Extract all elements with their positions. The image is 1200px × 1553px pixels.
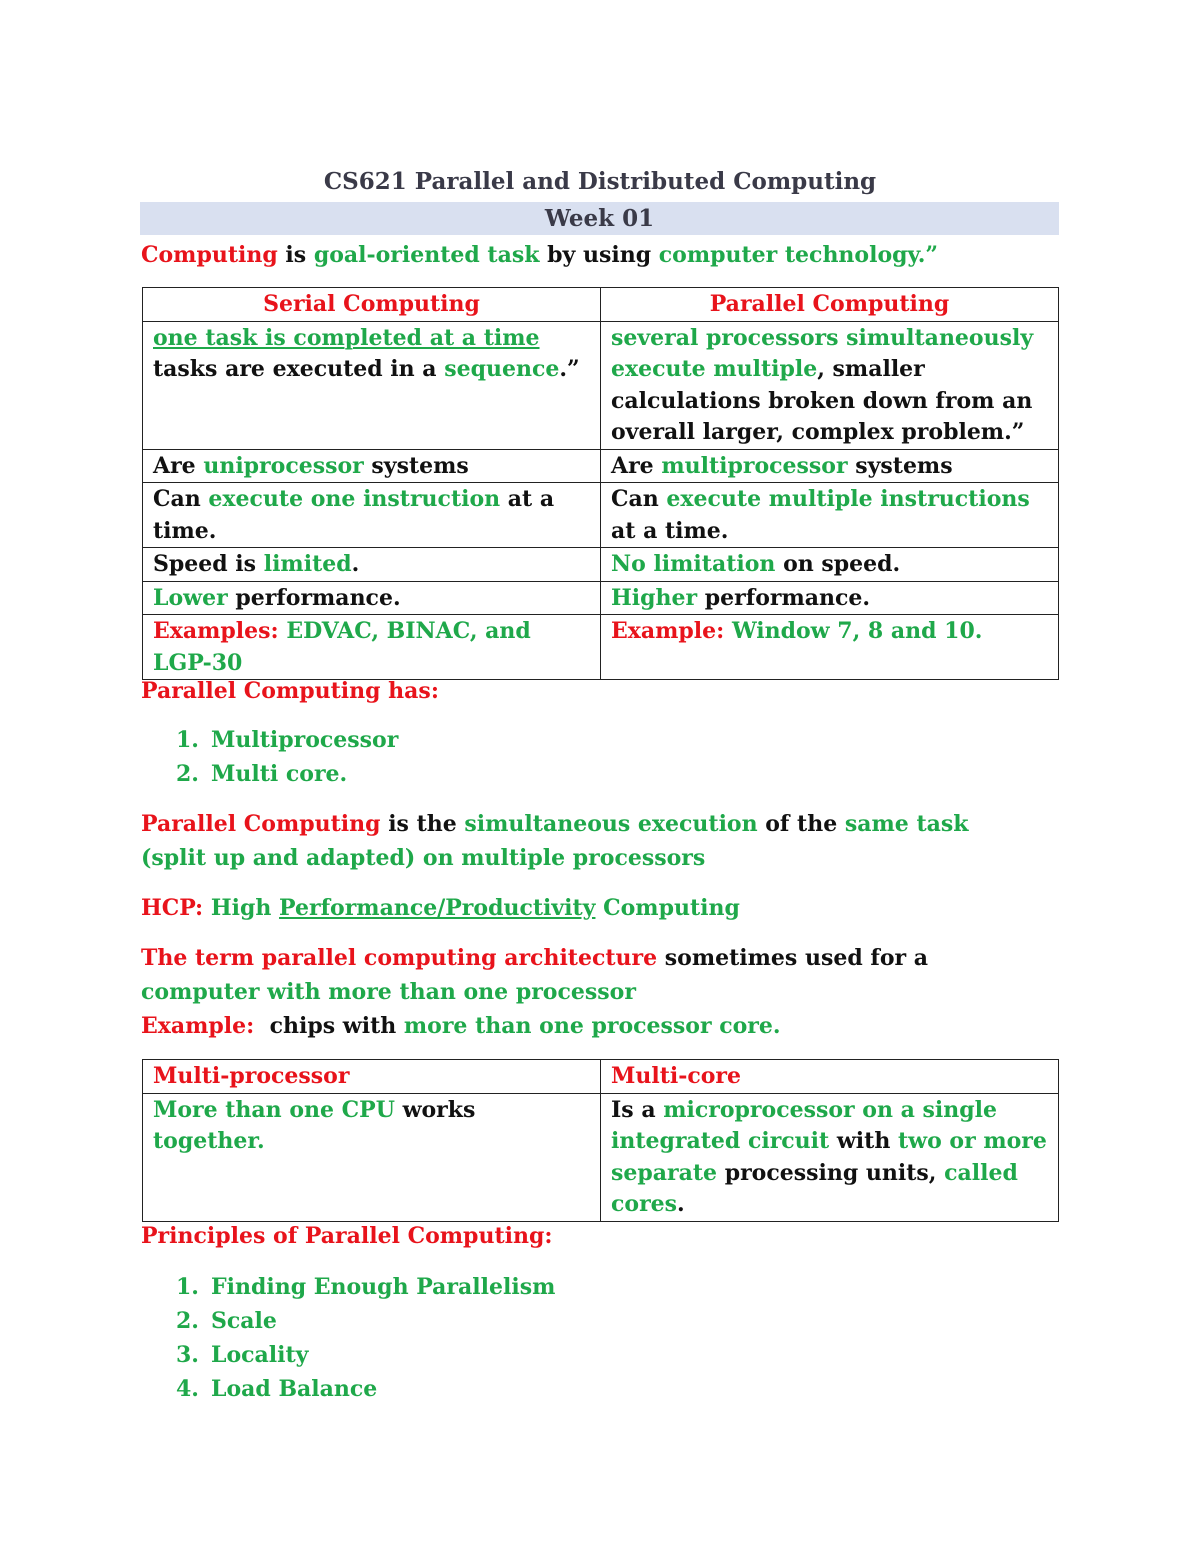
cell-highlight: together. — [153, 1128, 265, 1154]
hcp-label: HCP: — [141, 895, 211, 921]
serial-vs-parallel-table — [142, 287, 1059, 680]
cell-text: Can — [611, 486, 667, 512]
definition-text: by using — [539, 242, 659, 268]
table-cell — [601, 321, 1059, 449]
cell-highlight: More than one CPU — [153, 1096, 395, 1123]
list-text: Scale — [211, 1308, 277, 1334]
hcp-line — [141, 891, 1041, 925]
cell-highlight: Lower — [153, 584, 228, 611]
table-row — [143, 321, 1059, 449]
cell-highlight: limited — [263, 551, 352, 577]
example-highlight: more than one processor core. — [403, 1013, 781, 1039]
cell-text: works — [394, 1096, 476, 1123]
list-text: Load Balance — [211, 1376, 378, 1402]
list-text: Multiprocessor — [211, 727, 399, 753]
list-item — [176, 723, 398, 757]
definition-text: is — [277, 242, 314, 268]
cell-highlight: multiprocessor — [661, 452, 848, 479]
cell-highlight: uniprocessor — [203, 452, 364, 479]
table-cell — [143, 548, 601, 582]
table-row — [143, 581, 1059, 615]
example-label: Example: — [141, 1013, 255, 1039]
table-row — [143, 449, 1059, 483]
term-text: sometimes used for a — [657, 945, 929, 971]
cell-highlight: sequence — [444, 356, 560, 382]
list-text: Multi core. — [211, 761, 348, 787]
principles-heading: Principles of Parallel Computing: — [141, 1223, 553, 1249]
definition-highlight: same task (split up and adapted) on multiple processors — [141, 811, 969, 871]
cell-text: performance. — [227, 584, 401, 611]
cell-highlight: EDVAC, BINAC, and LGP-30 — [153, 618, 531, 676]
table-header-multicore: Multi-core — [601, 1060, 1059, 1094]
table-cell — [143, 321, 601, 449]
cell-highlight: two or more separate — [611, 1128, 1047, 1186]
week-banner: Week 01 — [140, 202, 1059, 235]
cell-highlight: one task is completed at a time — [153, 324, 540, 351]
list-item — [176, 757, 398, 791]
table-cell — [601, 581, 1059, 615]
definition-highlight: computer technology.” — [658, 242, 939, 268]
table-header-parallel: Parallel Computing — [601, 288, 1059, 322]
term-label: The term parallel computing architecture — [141, 945, 658, 971]
table-cell — [143, 615, 601, 680]
cell-text: Speed is — [153, 551, 264, 577]
cell-highlight: execute one instruction — [208, 486, 501, 512]
table-cell — [143, 449, 601, 483]
cell-text: . — [677, 1191, 685, 1217]
example-line — [141, 1009, 1041, 1043]
table-row — [143, 1060, 1059, 1094]
cell-text: at a time. — [611, 517, 729, 544]
cell-text: .” — [559, 356, 580, 382]
cell-highlight: No limitation — [611, 551, 776, 577]
table-row — [143, 615, 1059, 680]
cell-highlight: microprocessor on a single integrated circuit — [611, 1096, 997, 1154]
example-text: chips with — [254, 1013, 404, 1039]
cell-label: Examples: — [153, 618, 287, 644]
table-cell — [601, 449, 1059, 483]
cell-label: Example: — [611, 618, 732, 644]
parallel-computing-definition — [141, 807, 1031, 875]
table-row — [143, 483, 1059, 548]
cell-highlight: Higher — [611, 584, 698, 611]
cell-text: , smaller calculations broken down from an overall larger, complex problem.” — [611, 356, 1033, 445]
table-header-serial: Serial Computing — [143, 288, 601, 322]
table-row — [143, 548, 1059, 582]
list-text: Finding Enough Parallelism — [211, 1274, 556, 1300]
list-number: 1. — [176, 727, 199, 753]
list-item — [176, 1372, 555, 1406]
cell-text: Is a — [611, 1096, 664, 1123]
table-cell — [143, 1093, 601, 1221]
hcp-text: Computing — [595, 895, 740, 921]
hcp-text: High — [210, 895, 280, 921]
definition-text: is the — [380, 811, 465, 837]
definition-term: Computing — [141, 242, 278, 268]
multiprocessor-vs-multicore-table — [142, 1059, 1059, 1222]
cell-text: Are — [611, 452, 662, 479]
cell-text: Are — [153, 452, 204, 479]
list-number: 2. — [176, 1308, 199, 1334]
table-cell — [601, 615, 1059, 680]
definition-highlight: goal-oriented task — [313, 242, 540, 268]
definition-term: Parallel Computing — [141, 811, 381, 837]
cell-highlight: execute multiple instructions — [666, 486, 1030, 512]
cell-text: systems — [847, 452, 953, 479]
cell-text: systems — [363, 452, 469, 479]
principles-list — [176, 1270, 555, 1406]
list-number: 2. — [176, 761, 199, 787]
cell-text: Can — [153, 486, 209, 512]
cell-text: on speed. — [775, 551, 901, 577]
table-cell — [601, 548, 1059, 582]
table-row — [143, 1093, 1059, 1221]
cell-text: . — [351, 551, 360, 577]
list-number: 4. — [176, 1376, 199, 1402]
table-header-multiprocessor: Multi-processor — [143, 1060, 601, 1094]
has-list — [176, 723, 398, 791]
cell-highlight: called cores — [611, 1159, 1018, 1217]
cell-highlight: Window 7, 8 and 10. — [731, 618, 983, 644]
cell-text: at a time. — [153, 486, 555, 544]
document-title: CS621 Parallel and Distributed Computing — [323, 168, 877, 195]
computing-definition — [141, 238, 1041, 272]
cell-text: performance. — [697, 584, 871, 611]
table-row — [143, 288, 1059, 322]
has-heading: Parallel Computing has: — [141, 678, 439, 704]
table-cell — [601, 1093, 1059, 1221]
term-highlight: computer with more than one processor — [141, 979, 636, 1005]
architecture-term — [141, 941, 1021, 1009]
list-text: Locality — [211, 1342, 309, 1368]
cell-text: with — [829, 1128, 898, 1154]
cell-highlight: several processors simultaneously execute multiple — [611, 324, 1034, 382]
table-cell — [143, 581, 601, 615]
table-cell — [143, 483, 601, 548]
list-number: 1. — [176, 1274, 199, 1300]
cell-text: processing units, — [717, 1159, 945, 1186]
list-item — [176, 1304, 555, 1338]
list-number: 3. — [176, 1342, 199, 1368]
hcp-underlined: Performance/Productivity — [279, 895, 596, 921]
list-item — [176, 1338, 555, 1372]
list-item — [176, 1270, 555, 1304]
definition-text: of the — [757, 811, 845, 837]
definition-highlight: simultaneous execution — [464, 811, 758, 837]
table-cell — [601, 483, 1059, 548]
cell-text: tasks are executed in a — [153, 356, 445, 382]
